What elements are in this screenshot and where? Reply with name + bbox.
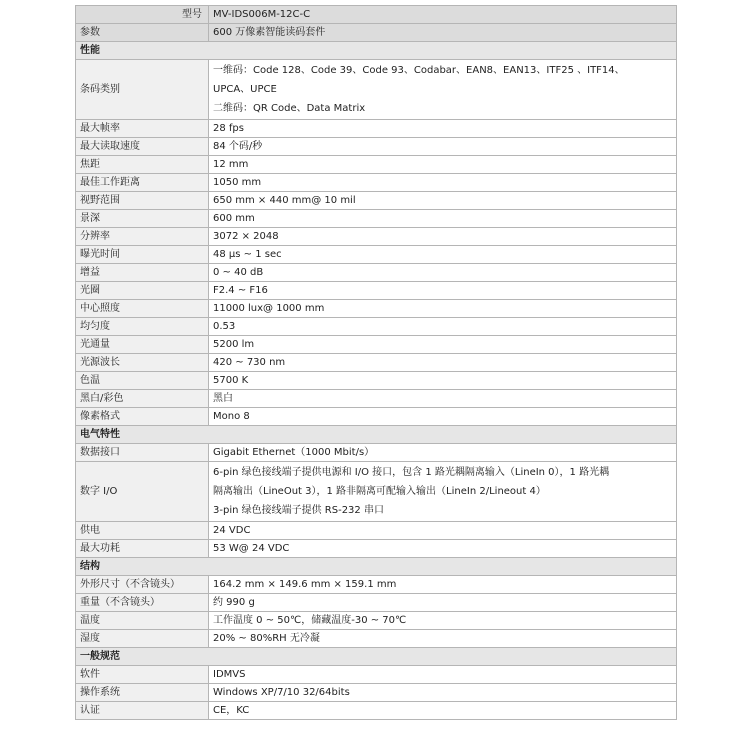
spec-value xyxy=(209,138,677,156)
spec-row xyxy=(76,408,677,426)
section-header xyxy=(76,558,677,576)
spec-row xyxy=(76,120,677,138)
param-value: 600 万像素智能读码套件 xyxy=(209,24,677,42)
spec-value-line: F2.4 ~ F16 xyxy=(213,285,268,296)
spec-row xyxy=(76,702,677,720)
spec-row xyxy=(76,594,677,612)
spec-key: 数据接口 xyxy=(76,444,209,462)
spec-key: 光源波长 xyxy=(76,354,209,372)
spec-value xyxy=(209,462,677,522)
spec-value-line: 53 W@ 24 VDC xyxy=(213,543,290,554)
spec-value-line: 650 mm × 440 mm@ 10 mil xyxy=(213,195,356,206)
spec-row xyxy=(76,174,677,192)
spec-row xyxy=(76,282,677,300)
spec-value-line: 0 ~ 40 dB xyxy=(213,267,264,278)
spec-key: 最大读取速度 xyxy=(76,138,209,156)
spec-row xyxy=(76,246,677,264)
spec-value xyxy=(209,210,677,228)
spec-key: 光通量 xyxy=(76,336,209,354)
spec-row xyxy=(76,612,677,630)
spec-value xyxy=(209,60,677,120)
spec-value-line: 0.53 xyxy=(213,321,236,332)
spec-row xyxy=(76,192,677,210)
spec-value xyxy=(209,576,677,594)
spec-key: 色温 xyxy=(76,372,209,390)
spec-value xyxy=(209,408,677,426)
spec-row xyxy=(76,630,677,648)
spec-value xyxy=(209,282,677,300)
section-title: 一般规范 xyxy=(76,648,677,666)
spec-value xyxy=(209,390,677,408)
spec-value xyxy=(209,174,677,192)
spec-row xyxy=(76,666,677,684)
spec-value-line: 1050 mm xyxy=(213,177,262,188)
spec-value xyxy=(209,318,677,336)
param-label: 参数 xyxy=(76,24,209,42)
spec-value xyxy=(209,156,677,174)
section-header xyxy=(76,42,677,60)
spec-value xyxy=(209,594,677,612)
spec-value-line: 工作温度 0 ~ 50℃，储藏温度-30 ~ 70℃ xyxy=(213,615,407,626)
spec-value xyxy=(209,228,677,246)
spec-row xyxy=(76,390,677,408)
spec-value xyxy=(209,666,677,684)
spec-key: 湿度 xyxy=(76,630,209,648)
spec-sheet xyxy=(75,5,676,720)
spec-key: 像素格式 xyxy=(76,408,209,426)
spec-row xyxy=(76,336,677,354)
spec-value-line: 20% ~ 80%RH 无冷凝 xyxy=(213,633,320,644)
spec-value-line: 28 fps xyxy=(213,123,244,134)
spec-value-line: Mono 8 xyxy=(213,411,250,422)
spec-key: 视野范围 xyxy=(76,192,209,210)
spec-value-line: 600 mm xyxy=(213,213,255,224)
spec-key: 重量（不含镜头） xyxy=(76,594,209,612)
spec-key: 黑白/彩色 xyxy=(76,390,209,408)
spec-row xyxy=(76,156,677,174)
spec-value-line: CE，KC xyxy=(213,705,250,716)
spec-row xyxy=(76,210,677,228)
param-row xyxy=(76,24,677,42)
spec-value-line: 二维码：QR Code、Data Matrix xyxy=(213,103,366,114)
spec-value-line: 24 VDC xyxy=(213,525,251,536)
spec-row xyxy=(76,372,677,390)
spec-value-line: UPCA、UPCE xyxy=(213,84,277,95)
spec-key: 中心照度 xyxy=(76,300,209,318)
spec-value-line: 48 μs ~ 1 sec xyxy=(213,249,282,260)
spec-key: 软件 xyxy=(76,666,209,684)
spec-row xyxy=(76,60,677,120)
spec-value xyxy=(209,120,677,138)
spec-table xyxy=(75,5,677,720)
section-title: 结构 xyxy=(76,558,677,576)
spec-row xyxy=(76,228,677,246)
spec-value-line: 5200 lm xyxy=(213,339,255,350)
spec-row xyxy=(76,300,677,318)
spec-value-line: 84 个码/秒 xyxy=(213,141,263,152)
spec-row xyxy=(76,264,677,282)
spec-value xyxy=(209,684,677,702)
spec-value-line: 420 ~ 730 nm xyxy=(213,357,286,368)
spec-row xyxy=(76,576,677,594)
spec-key: 景深 xyxy=(76,210,209,228)
spec-key: 操作系统 xyxy=(76,684,209,702)
spec-value-line: 约 990 g xyxy=(213,597,255,608)
spec-key: 焦距 xyxy=(76,156,209,174)
spec-key: 曝光时间 xyxy=(76,246,209,264)
spec-table-body xyxy=(76,6,677,720)
section-header xyxy=(76,426,677,444)
spec-key: 最大功耗 xyxy=(76,540,209,558)
spec-key: 最佳工作距离 xyxy=(76,174,209,192)
section-header xyxy=(76,648,677,666)
spec-key: 光圈 xyxy=(76,282,209,300)
spec-value-line: 隔离输出（LineOut 3），1 路非隔离可配输入输出（LineIn 2/Lineout 4） xyxy=(213,486,546,497)
model-label: 型号 xyxy=(76,6,209,24)
spec-value xyxy=(209,444,677,462)
spec-value-line: 12 mm xyxy=(213,159,249,170)
spec-key: 条码类别 xyxy=(76,60,209,120)
spec-row xyxy=(76,318,677,336)
spec-value-line: 3072 × 2048 xyxy=(213,231,279,242)
spec-key: 最大帧率 xyxy=(76,120,209,138)
section-title: 电气特性 xyxy=(76,426,677,444)
spec-row xyxy=(76,444,677,462)
spec-value xyxy=(209,354,677,372)
spec-value-line: Windows XP/7/10 32/64bits xyxy=(213,687,350,698)
spec-value-line: 11000 lux@ 1000 mm xyxy=(213,303,325,314)
spec-row xyxy=(76,354,677,372)
spec-key: 供电 xyxy=(76,522,209,540)
spec-value-line: 6-pin 绿色接线端子提供电源和 I/O 接口，包含 1 路光耦隔离输入（LineIn 0），1 路光耦 xyxy=(213,467,610,478)
model-row xyxy=(76,6,677,24)
spec-value-line: 一维码：Code 128、Code 39、Code 93、Codabar、EAN8、EAN13、ITF25 、ITF14、 xyxy=(213,65,625,76)
spec-value-line: 3-pin 绿色接线端子提供 RS-232 串口 xyxy=(213,505,384,516)
spec-value xyxy=(209,540,677,558)
spec-value xyxy=(209,192,677,210)
spec-key: 增益 xyxy=(76,264,209,282)
spec-value xyxy=(209,522,677,540)
spec-row xyxy=(76,462,677,522)
spec-value xyxy=(209,630,677,648)
spec-row xyxy=(76,522,677,540)
spec-value-line: 黑白 xyxy=(213,393,233,404)
spec-value xyxy=(209,264,677,282)
spec-value xyxy=(209,372,677,390)
spec-value xyxy=(209,612,677,630)
spec-value xyxy=(209,246,677,264)
spec-value-line: IDMVS xyxy=(213,669,246,680)
spec-row xyxy=(76,540,677,558)
spec-value-line: 164.2 mm × 149.6 mm × 159.1 mm xyxy=(213,579,397,590)
model-value: MV-IDS006M-12C-C xyxy=(209,6,677,24)
spec-key: 均匀度 xyxy=(76,318,209,336)
spec-key: 分辨率 xyxy=(76,228,209,246)
spec-key: 认证 xyxy=(76,702,209,720)
spec-key: 外形尺寸（不含镜头） xyxy=(76,576,209,594)
spec-value-line: 5700 K xyxy=(213,375,249,386)
spec-key: 数字 I/O xyxy=(76,462,209,522)
section-title: 性能 xyxy=(76,42,677,60)
spec-value xyxy=(209,702,677,720)
spec-value-line: Gigabit Ethernet（1000 Mbit/s） xyxy=(213,447,375,458)
spec-value xyxy=(209,300,677,318)
spec-key: 温度 xyxy=(76,612,209,630)
spec-row xyxy=(76,684,677,702)
spec-row xyxy=(76,138,677,156)
spec-value xyxy=(209,336,677,354)
